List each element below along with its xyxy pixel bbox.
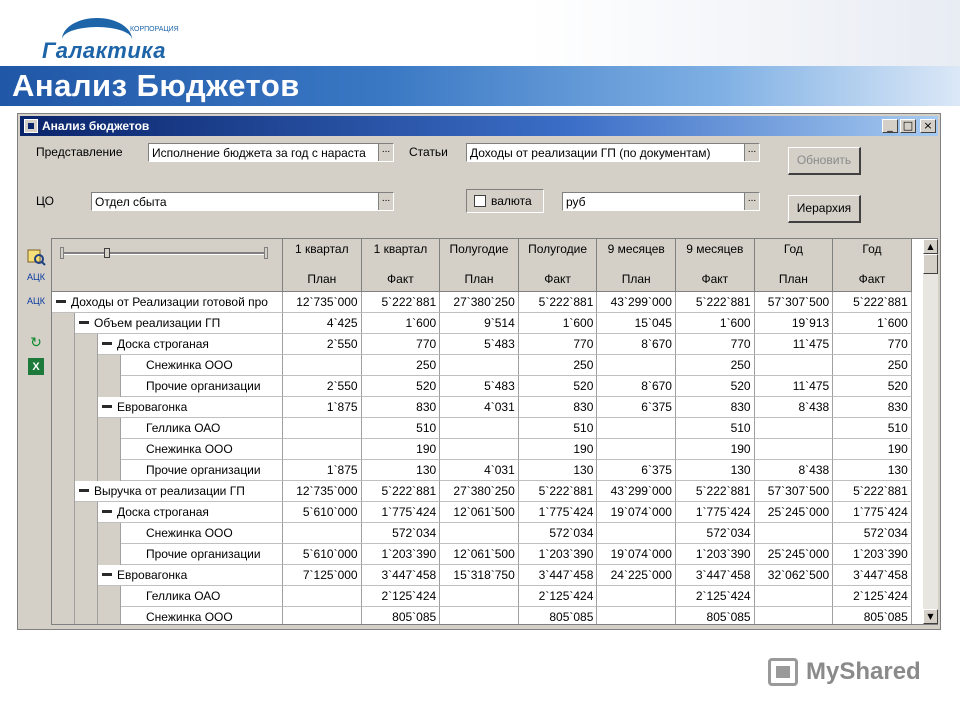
currency-checkbox-label: валюта bbox=[491, 194, 532, 208]
column-kind: Факт bbox=[701, 272, 729, 286]
column-header[interactable] bbox=[362, 239, 441, 292]
table-cell[interactable]: 520 bbox=[833, 376, 912, 397]
table-row-label[interactable] bbox=[98, 397, 283, 418]
presentation-field[interactable] bbox=[148, 143, 394, 162]
tree-indent bbox=[75, 565, 98, 586]
table-cell[interactable] bbox=[755, 586, 834, 607]
tree-indent bbox=[52, 334, 75, 355]
scroll-thumb[interactable] bbox=[923, 254, 938, 274]
excel-icon[interactable]: X bbox=[28, 358, 44, 375]
table-cell[interactable] bbox=[440, 418, 519, 439]
budget-analysis-window bbox=[17, 113, 941, 630]
table-cell[interactable]: 15`045 bbox=[597, 313, 676, 334]
tree-indent bbox=[98, 607, 121, 625]
table-cell[interactable]: 190 bbox=[833, 439, 912, 460]
myshared-logo-icon bbox=[768, 658, 798, 686]
maximize-button[interactable]: □ bbox=[900, 119, 916, 133]
row-label-text: Евровагонка bbox=[117, 568, 188, 582]
tree-indent bbox=[52, 544, 75, 565]
table-cell[interactable]: 8`670 bbox=[597, 376, 676, 397]
table-cell[interactable] bbox=[755, 355, 834, 376]
tree-indent bbox=[75, 418, 98, 439]
table-cell[interactable]: 1`203`390 bbox=[362, 544, 441, 565]
grid-corner-header bbox=[52, 239, 283, 292]
table-cell[interactable]: 805`085 bbox=[833, 607, 912, 625]
currency-field[interactable] bbox=[562, 192, 760, 211]
row-label-text: Снежинка ООО bbox=[146, 358, 233, 372]
table-cell[interactable]: 5`222`881 bbox=[676, 292, 755, 313]
currency-value: руб bbox=[566, 195, 586, 209]
table-cell[interactable] bbox=[755, 418, 834, 439]
table-cell[interactable]: 830 bbox=[833, 397, 912, 418]
column-period: Полугодие bbox=[528, 242, 588, 256]
tree-indent bbox=[75, 397, 98, 418]
table-row-label[interactable] bbox=[121, 460, 283, 481]
table-cell[interactable]: 520 bbox=[676, 376, 755, 397]
collapse-icon[interactable] bbox=[102, 573, 112, 576]
column-period: 9 месяцев bbox=[686, 242, 744, 256]
column-header[interactable] bbox=[440, 239, 519, 292]
table-cell[interactable]: 19`913 bbox=[755, 313, 834, 334]
table-cell[interactable] bbox=[440, 523, 519, 544]
table-cell[interactable]: 3`447`458 bbox=[833, 565, 912, 586]
table-cell[interactable]: 1`203`390 bbox=[676, 544, 755, 565]
tree-indent bbox=[75, 523, 98, 544]
tree-indent bbox=[75, 439, 98, 460]
row-label-text: Прочие организации bbox=[146, 379, 261, 393]
galaktika-logo bbox=[42, 18, 182, 66]
column-period: Год bbox=[783, 242, 803, 256]
column-period: Год bbox=[862, 242, 882, 256]
tree-indent bbox=[52, 523, 75, 544]
table-cell[interactable]: 250 bbox=[676, 355, 755, 376]
table-cell[interactable] bbox=[283, 418, 362, 439]
table-row-label[interactable] bbox=[121, 376, 283, 397]
table-cell[interactable] bbox=[440, 586, 519, 607]
table-cell[interactable]: 190 bbox=[676, 439, 755, 460]
logo-name: Галактика bbox=[42, 38, 166, 63]
table-cell[interactable]: 830 bbox=[519, 397, 598, 418]
articles-label: Статьи bbox=[409, 145, 448, 159]
table-cell[interactable]: 572`034 bbox=[519, 523, 598, 544]
column-header[interactable] bbox=[519, 239, 598, 292]
co-label: ЦО bbox=[36, 194, 54, 208]
table-cell[interactable]: 130 bbox=[676, 460, 755, 481]
presentation-value: Исполнение бюджета за год с нараста bbox=[152, 146, 366, 160]
tree-indent bbox=[52, 376, 75, 397]
collapse-icon[interactable] bbox=[102, 405, 112, 408]
currency-checkbox-group[interactable] bbox=[466, 189, 544, 213]
table-cell[interactable]: 830 bbox=[676, 397, 755, 418]
table-cell[interactable]: 4`425 bbox=[283, 313, 362, 334]
table-cell[interactable]: 510 bbox=[833, 418, 912, 439]
avk-2-icon[interactable]: АЦК bbox=[27, 296, 45, 306]
tree-indent bbox=[98, 586, 121, 607]
row-label-text: Объем реализации ГП bbox=[94, 316, 221, 330]
tree-indent bbox=[75, 502, 98, 523]
table-row-label[interactable] bbox=[121, 355, 283, 376]
table-cell[interactable]: 190 bbox=[519, 439, 598, 460]
table-cell[interactable]: 5`222`881 bbox=[362, 481, 441, 502]
tree-indent bbox=[98, 544, 121, 565]
table-cell[interactable] bbox=[440, 355, 519, 376]
articles-value: Доходы от реализации ГП (по документам) bbox=[470, 146, 711, 160]
table-cell[interactable] bbox=[597, 355, 676, 376]
slide-title-bar bbox=[0, 66, 960, 106]
table-cell[interactable]: 770 bbox=[519, 334, 598, 355]
row-label-text: Выручка от реализации ГП bbox=[94, 484, 245, 498]
table-cell[interactable]: 5`483 bbox=[440, 376, 519, 397]
table-cell[interactable]: 19`074`000 bbox=[597, 502, 676, 523]
avk-icon[interactable]: АЦК bbox=[27, 272, 45, 282]
view-search-icon[interactable] bbox=[25, 248, 47, 268]
table-cell[interactable]: 130 bbox=[519, 460, 598, 481]
table-cell[interactable]: 2`125`424 bbox=[362, 586, 441, 607]
table-row-label[interactable] bbox=[121, 523, 283, 544]
column-kind: Факт bbox=[387, 272, 414, 286]
tree-indent bbox=[75, 376, 98, 397]
table-cell[interactable]: 770 bbox=[362, 334, 441, 355]
table-cell[interactable]: 57`307`500 bbox=[755, 481, 834, 502]
tree-indent bbox=[75, 607, 98, 625]
table-cell[interactable]: 25`245`000 bbox=[755, 502, 834, 523]
table-cell[interactable]: 830 bbox=[362, 397, 441, 418]
tree-indent bbox=[52, 481, 75, 502]
table-cell[interactable]: 8`438 bbox=[755, 397, 834, 418]
watermark-text: MyShared bbox=[806, 658, 921, 685]
tree-indent bbox=[52, 397, 75, 418]
slide-title: Анализ Бюджетов bbox=[12, 68, 300, 103]
tree-indent bbox=[75, 586, 98, 607]
table-cell[interactable]: 4`031 bbox=[440, 397, 519, 418]
scroll-up-button[interactable]: ▲ bbox=[923, 239, 938, 254]
column-period: 1 квартал bbox=[294, 242, 349, 256]
table-cell[interactable]: 32`062`500 bbox=[755, 565, 834, 586]
column-period: Полугодие bbox=[449, 242, 509, 256]
table-cell[interactable]: 8`438 bbox=[755, 460, 834, 481]
table-cell[interactable] bbox=[755, 607, 834, 625]
table-cell[interactable]: 770 bbox=[833, 334, 912, 355]
table-cell[interactable]: 805`085 bbox=[362, 607, 441, 625]
window-app-icon[interactable] bbox=[24, 119, 38, 133]
collapse-icon[interactable] bbox=[79, 489, 89, 492]
table-cell[interactable] bbox=[597, 586, 676, 607]
table-cell[interactable]: 805`085 bbox=[676, 607, 755, 625]
table-cell[interactable]: 2`125`424 bbox=[519, 586, 598, 607]
table-row-label[interactable] bbox=[121, 418, 283, 439]
table-cell[interactable]: 11`475 bbox=[755, 334, 834, 355]
row-label-text: Прочие организации bbox=[146, 547, 261, 561]
table-cell[interactable]: 190 bbox=[362, 439, 441, 460]
window-title: Анализ бюджетов bbox=[42, 119, 150, 133]
table-cell[interactable] bbox=[440, 607, 519, 625]
table-row-label[interactable] bbox=[121, 439, 283, 460]
table-cell[interactable]: 43`299`000 bbox=[597, 481, 676, 502]
table-cell[interactable]: 5`222`881 bbox=[833, 292, 912, 313]
table-cell[interactable]: 510 bbox=[676, 418, 755, 439]
table-cell[interactable]: 572`034 bbox=[833, 523, 912, 544]
table-cell[interactable]: 43`299`000 bbox=[597, 292, 676, 313]
side-toolbar bbox=[22, 238, 50, 625]
table-cell[interactable]: 130 bbox=[833, 460, 912, 481]
scroll-down-button[interactable]: ▼ bbox=[923, 609, 938, 624]
table-cell[interactable] bbox=[755, 439, 834, 460]
table-cell[interactable]: 6`375 bbox=[597, 397, 676, 418]
table-cell[interactable]: 250 bbox=[519, 355, 598, 376]
co-lookup-button[interactable]: ... bbox=[378, 193, 393, 210]
table-cell[interactable]: 510 bbox=[362, 418, 441, 439]
table-cell[interactable] bbox=[597, 418, 676, 439]
refresh-icon[interactable]: ↻ bbox=[30, 334, 42, 350]
currency-lookup-button[interactable]: ... bbox=[744, 193, 759, 210]
table-row-label[interactable] bbox=[121, 586, 283, 607]
tree-indent bbox=[75, 334, 98, 355]
table-cell[interactable]: 1`775`424 bbox=[833, 502, 912, 523]
table-cell[interactable]: 5`222`881 bbox=[362, 292, 441, 313]
table-cell[interactable]: 3`447`458 bbox=[676, 565, 755, 586]
table-cell[interactable]: 6`375 bbox=[597, 460, 676, 481]
table-cell[interactable]: 1`875 bbox=[283, 460, 362, 481]
tree-indent bbox=[52, 565, 75, 586]
tree-width-slider[interactable] bbox=[64, 249, 266, 257]
close-button[interactable]: × bbox=[920, 119, 936, 133]
presentation-label: Представление bbox=[36, 145, 123, 159]
table-cell[interactable]: 5`222`881 bbox=[676, 481, 755, 502]
tree-indent bbox=[52, 502, 75, 523]
column-kind: План bbox=[464, 272, 494, 286]
articles-lookup-button[interactable]: ... bbox=[744, 144, 759, 161]
collapse-icon[interactable] bbox=[79, 321, 89, 324]
co-value: Отдел сбыта bbox=[95, 195, 167, 209]
table-row-label[interactable] bbox=[98, 565, 283, 586]
table-cell[interactable]: 24`225`000 bbox=[597, 565, 676, 586]
collapse-icon[interactable] bbox=[102, 510, 112, 513]
table-row-label[interactable] bbox=[121, 607, 283, 625]
articles-field[interactable] bbox=[466, 143, 760, 162]
slider-track bbox=[64, 252, 264, 255]
column-header[interactable] bbox=[597, 239, 676, 292]
column-kind: План bbox=[307, 272, 337, 286]
table-cell[interactable]: 1`600 bbox=[519, 313, 598, 334]
collapse-icon[interactable] bbox=[102, 342, 112, 345]
tree-indent bbox=[75, 355, 98, 376]
table-cell[interactable]: 3`447`458 bbox=[519, 565, 598, 586]
table-cell[interactable]: 572`034 bbox=[362, 523, 441, 544]
table-cell[interactable] bbox=[283, 586, 362, 607]
table-cell[interactable]: 27`380`250 bbox=[440, 292, 519, 313]
column-period: 1 квартал bbox=[373, 242, 428, 256]
table-cell[interactable]: 25`245`000 bbox=[755, 544, 834, 565]
table-cell[interactable]: 520 bbox=[362, 376, 441, 397]
presentation-lookup-button[interactable]: ... bbox=[378, 144, 393, 161]
row-label-text: Евровагонка bbox=[117, 400, 188, 414]
table-cell[interactable]: 2`550 bbox=[283, 334, 362, 355]
tree-indent bbox=[52, 355, 75, 376]
table-cell[interactable]: 510 bbox=[519, 418, 598, 439]
table-cell[interactable]: 57`307`500 bbox=[755, 292, 834, 313]
table-cell[interactable]: 12`061`500 bbox=[440, 544, 519, 565]
table-cell[interactable] bbox=[597, 607, 676, 625]
column-header[interactable] bbox=[676, 239, 755, 292]
table-cell[interactable]: 250 bbox=[833, 355, 912, 376]
table-cell[interactable]: 5`610`000 bbox=[283, 502, 362, 523]
table-row-label[interactable] bbox=[98, 334, 283, 355]
table-cell[interactable]: 5`222`881 bbox=[519, 292, 598, 313]
table-cell[interactable] bbox=[755, 523, 834, 544]
table-cell[interactable] bbox=[597, 439, 676, 460]
slider-right-end bbox=[264, 247, 268, 259]
refresh-button[interactable]: Обновить bbox=[788, 147, 861, 175]
table-cell[interactable]: 770 bbox=[676, 334, 755, 355]
table-cell[interactable]: 1`775`424 bbox=[519, 502, 598, 523]
column-period: 9 месяцев bbox=[607, 242, 665, 256]
tree-indent bbox=[98, 439, 121, 460]
table-cell[interactable]: 4`031 bbox=[440, 460, 519, 481]
minimize-button[interactable]: _ bbox=[882, 119, 898, 133]
tree-indent bbox=[75, 544, 98, 565]
slider-thumb[interactable] bbox=[104, 248, 110, 258]
column-header[interactable] bbox=[283, 239, 362, 292]
table-cell[interactable]: 1`203`390 bbox=[519, 544, 598, 565]
tree-indent bbox=[52, 418, 75, 439]
myshared-watermark bbox=[768, 656, 938, 692]
table-cell[interactable]: 12`735`000 bbox=[283, 481, 362, 502]
table-cell[interactable]: 12`735`000 bbox=[283, 292, 362, 313]
table-cell[interactable]: 1`600 bbox=[676, 313, 755, 334]
table-cell[interactable]: 19`074`000 bbox=[597, 544, 676, 565]
column-kind: Факт bbox=[858, 272, 886, 286]
row-label-text: Геллика ОАО bbox=[146, 589, 221, 603]
table-cell[interactable]: 5`483 bbox=[440, 334, 519, 355]
tree-indent bbox=[98, 376, 121, 397]
table-cell[interactable]: 520 bbox=[519, 376, 598, 397]
table-cell[interactable]: 2`125`424 bbox=[833, 586, 912, 607]
tree-indent bbox=[52, 607, 75, 625]
hierarchy-button[interactable]: Иерархия bbox=[788, 195, 861, 223]
table-cell[interactable]: 7`125`000 bbox=[283, 565, 362, 586]
row-label-text: Доходы от Реализации готовой про bbox=[71, 295, 268, 309]
row-label-text: Снежинка ООО bbox=[146, 442, 233, 456]
row-label-text: Геллика ОАО bbox=[146, 421, 221, 435]
table-cell[interactable]: 2`550 bbox=[283, 376, 362, 397]
table-cell[interactable] bbox=[283, 439, 362, 460]
row-label-text: Снежинка ООО bbox=[146, 526, 233, 540]
tree-indent bbox=[98, 460, 121, 481]
table-cell[interactable]: 15`318`750 bbox=[440, 565, 519, 586]
table-row-label[interactable] bbox=[75, 481, 283, 502]
row-label-text: Доска строганая bbox=[117, 337, 209, 351]
budget-grid[interactable] bbox=[51, 238, 938, 625]
row-label-text: Снежинка ООО bbox=[146, 610, 233, 624]
table-cell[interactable]: 5`222`881 bbox=[833, 481, 912, 502]
table-cell[interactable]: 3`447`458 bbox=[362, 565, 441, 586]
table-row-label[interactable] bbox=[75, 313, 283, 334]
slide-header bbox=[0, 0, 960, 66]
tree-indent bbox=[52, 439, 75, 460]
column-kind: Факт bbox=[544, 272, 571, 286]
column-kind: План bbox=[621, 272, 651, 286]
table-row-label[interactable] bbox=[52, 292, 283, 313]
table-row-label[interactable] bbox=[98, 502, 283, 523]
tree-indent bbox=[98, 355, 121, 376]
table-cell[interactable]: 1`203`390 bbox=[833, 544, 912, 565]
co-field[interactable] bbox=[91, 192, 394, 211]
tree-indent bbox=[98, 418, 121, 439]
table-cell[interactable]: 1`875 bbox=[283, 397, 362, 418]
tree-indent bbox=[98, 523, 121, 544]
tree-indent bbox=[52, 313, 75, 334]
table-cell[interactable]: 8`670 bbox=[597, 334, 676, 355]
column-header[interactable] bbox=[755, 239, 834, 292]
window-titlebar[interactable] bbox=[20, 116, 938, 136]
column-header[interactable] bbox=[833, 239, 912, 292]
table-row-label[interactable] bbox=[121, 544, 283, 565]
logo-corp-text: КОРПОРАЦИЯ bbox=[130, 26, 179, 33]
table-cell[interactable]: 27`380`250 bbox=[440, 481, 519, 502]
tree-indent bbox=[52, 586, 75, 607]
currency-checkbox[interactable] bbox=[474, 195, 486, 207]
table-cell[interactable]: 130 bbox=[362, 460, 441, 481]
table-cell[interactable]: 2`125`424 bbox=[676, 586, 755, 607]
table-cell[interactable]: 250 bbox=[362, 355, 441, 376]
collapse-icon[interactable] bbox=[56, 300, 66, 303]
row-label-text: Прочие организации bbox=[146, 463, 261, 477]
table-cell[interactable]: 572`034 bbox=[676, 523, 755, 544]
column-kind: План bbox=[778, 272, 808, 286]
table-cell[interactable]: 5`222`881 bbox=[519, 481, 598, 502]
tree-indent bbox=[75, 460, 98, 481]
table-cell[interactable] bbox=[283, 523, 362, 544]
table-cell[interactable]: 5`610`000 bbox=[283, 544, 362, 565]
table-cell[interactable] bbox=[283, 355, 362, 376]
tree-indent bbox=[52, 460, 75, 481]
table-cell[interactable]: 805`085 bbox=[519, 607, 598, 625]
table-cell[interactable] bbox=[283, 607, 362, 625]
table-cell[interactable]: 1`775`424 bbox=[362, 502, 441, 523]
table-cell[interactable]: 1`600 bbox=[833, 313, 912, 334]
table-cell[interactable]: 1`600 bbox=[362, 313, 441, 334]
grid-vertical-scrollbar[interactable] bbox=[923, 239, 938, 624]
row-label-text: Доска строганая bbox=[117, 505, 209, 519]
table-cell[interactable]: 11`475 bbox=[755, 376, 834, 397]
table-cell[interactable]: 12`061`500 bbox=[440, 502, 519, 523]
table-cell[interactable]: 9`514 bbox=[440, 313, 519, 334]
table-cell[interactable] bbox=[440, 439, 519, 460]
table-cell[interactable] bbox=[597, 523, 676, 544]
table-cell[interactable]: 1`775`424 bbox=[676, 502, 755, 523]
